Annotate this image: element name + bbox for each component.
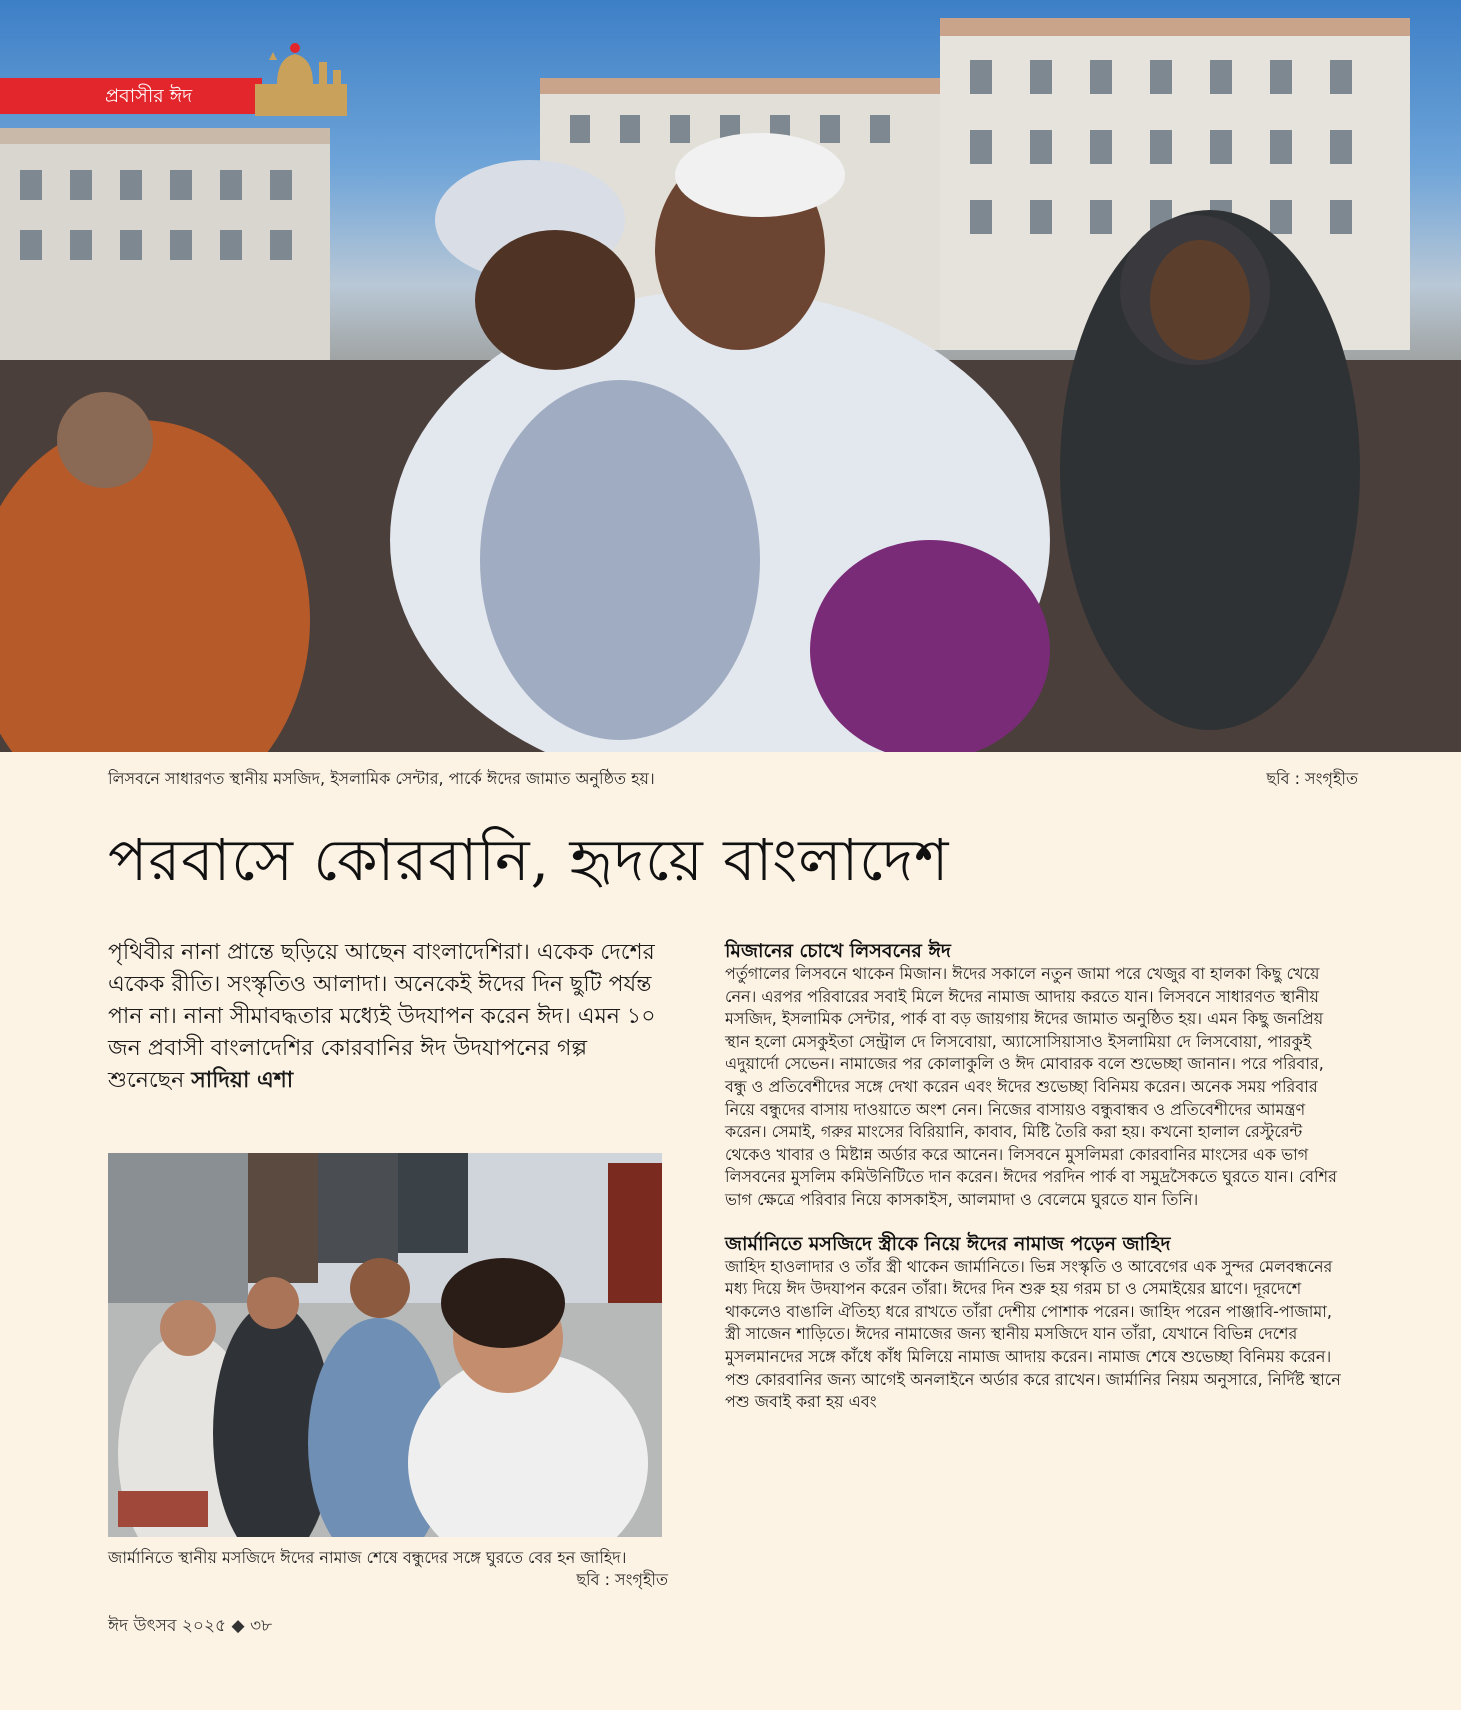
group-photo-credit: ছবি : সংগৃহীত — [576, 1570, 668, 1589]
group-photo — [108, 1153, 662, 1537]
issue-name: ঈদ উৎসব ২০২৫ — [108, 1616, 227, 1636]
hero-photo-credit: ছবি : সংগৃহীত — [1266, 769, 1358, 788]
section-heading-germany: জার্মানিতে মসজিদে স্ত্রীকে নিয়ে ঈদের নামাজ পড়েন জাহিদ — [725, 1232, 1171, 1255]
intro-text: পৃথিবীর নানা প্রান্তে ছড়িয়ে আছেন বাংলাদেশিরা। একেক দেশের একেক রীতি। সংস্কৃতিও আলাদা। অনেকেই ঈদের দিন ছুটি পর্যন্ত পান না। নানা সীমাবদ্ধতার মধ্যেই উদযাপন করেন ঈদ। এমন ১০ জন প্রবাসী বাংলাদেশির কোরবানির ঈদ উদযাপনের গল্প শুনেছেন — [108, 940, 656, 1093]
group-photo-illustration — [108, 1153, 662, 1537]
page-footer — [108, 1613, 272, 1641]
footer-separator: ◆ — [231, 1616, 245, 1636]
section-tag: প্রবাসীর ঈদ — [0, 78, 262, 114]
section-heading-lisbon: মিজানের চোখে লিসবনের ঈদ — [725, 940, 951, 962]
mosque-emblem-icon — [255, 40, 347, 116]
group-photo-caption-text: জার্মানিতে স্থানীয় মসজিদে ঈদের নামাজ শেষে বন্ধুদের সঙ্গে ঘুরতে বের হন জাহিদ। — [108, 1548, 627, 1567]
section-body-lisbon: পর্তুগালের লিসবনে থাকেন মিজান। ঈদের সকালে নতুন জামা পরে খেজুর বা হালকা কিছু খেয়ে নেন। এরপর পরিবারের সবাই মিলে ঈদের নামাজ আদায় করতে যান। লিসবনে সাধারণত স্থানীয় মসজিদ, ইসলামিক সেন্টার, পার্ক বা বড় জায়গায় ঈদের জামাত অনুষ্ঠিত হয়। এমন কিছু জনপ্রিয় স্থান হলো মেসকুইতা সেন্ট্রাল দে লিসবোয়া, অ্যাসোসিয়াসাও ইসলামিয়া দে লিসবোয়া, পারকুই এদুয়ার্দো সেভেন। নামাজের পর কোলাকুলি ও ঈদ মোবারক বলে শুভেচ্ছা জানান। পরে পরিবার, বন্ধু ও প্রতিবেশীদের সঙ্গে দেখা করেন এবং ঈদের শুভেচ্ছা বিনিময় করেন। অনেক সময় পরিবার নিয়ে বন্ধুদের বাসায় দাওয়াতে অংশ নেন। নিজের বাসায়ও বন্ধুবান্ধব ও প্রতিবেশীদের আমন্ত্রণ করেন। সেমাই, গরুর মাংসের বিরিয়ানি, কাবাব, মিষ্টি তৈরি করা হয়। কখনো হালাল রেস্টুরেন্ট থেকেও খাবার ও মিষ্টান্ন অর্ডার করে আনেন। লিসবনে মুসলিমরা কোরবানির মাংসের এক ভাগ লিসবনের মুসলিম কমিউনিটিতে দান করেন। ঈদের পরদিন পার্ক বা সমুদ্রসৈকতে ঘুরতে যান। বেশির ভাগ ক্ষেত্রে পরিবার নিয়ে কাসকাইস, আলমাদা ও বেলেমে ঘুরতে যান তিনি। — [725, 964, 1337, 1209]
group-photo-caption — [108, 1547, 668, 1589]
intro-paragraph — [108, 937, 668, 1097]
page-number: ৩৮ — [249, 1616, 273, 1636]
hero-caption — [108, 766, 1358, 793]
section-body-germany: জাহিদ হাওলাদার ও তাঁর স্ত্রী থাকেন জার্মানিতে। ভিন্ন সংস্কৃতি ও আবেগের এক সুন্দর মেলবন্ধনের মধ্য দিয়ে ঈদ উদযাপন করেন তাঁরা। ঈদের দিন শুরু হয় গরম চা ও সেমাইয়ের ঘ্রাণে। দূরদেশে থাকলেও বাঙালি ঐতিহ্য ধরে রাখতে তাঁরা দেশীয় পোশাক পরেন। জাহিদ পরেন পাঞ্জাবি-পাজামা, স্ত্রী সাজেন শাড়িতে। ঈদের নামাজের জন্য স্থানীয় মসজিদে যান তাঁরা, যেখানে বিভিন্ন দেশের মুসলমানদের সঙ্গে কাঁধে কাঁধ মিলিয়ে নামাজ আদায় করেন। নামাজ শেষে শুভেচ্ছা বিনিময় করেন। পশু কোরবানির জন্য আগেই অনলাইনে অর্ডার করে রাখেন। জার্মানির নিয়ম অনুসারে, নির্দিষ্ট স্থানে পশু জবাই করা হয় এবং — [725, 1256, 1341, 1412]
article-column — [725, 939, 1345, 1414]
headline: পরবাসে কোরবানি, হৃদয়ে বাংলাদেশ — [108, 826, 950, 894]
hero-caption-text: লিসবনে সাধারণত স্থানীয় মসজিদ, ইসলামিক সেন্টার, পার্কে ঈদের জামাত অনুষ্ঠিত হয়। — [108, 769, 655, 788]
author-name: সাদিয়া এশা — [191, 1068, 294, 1093]
